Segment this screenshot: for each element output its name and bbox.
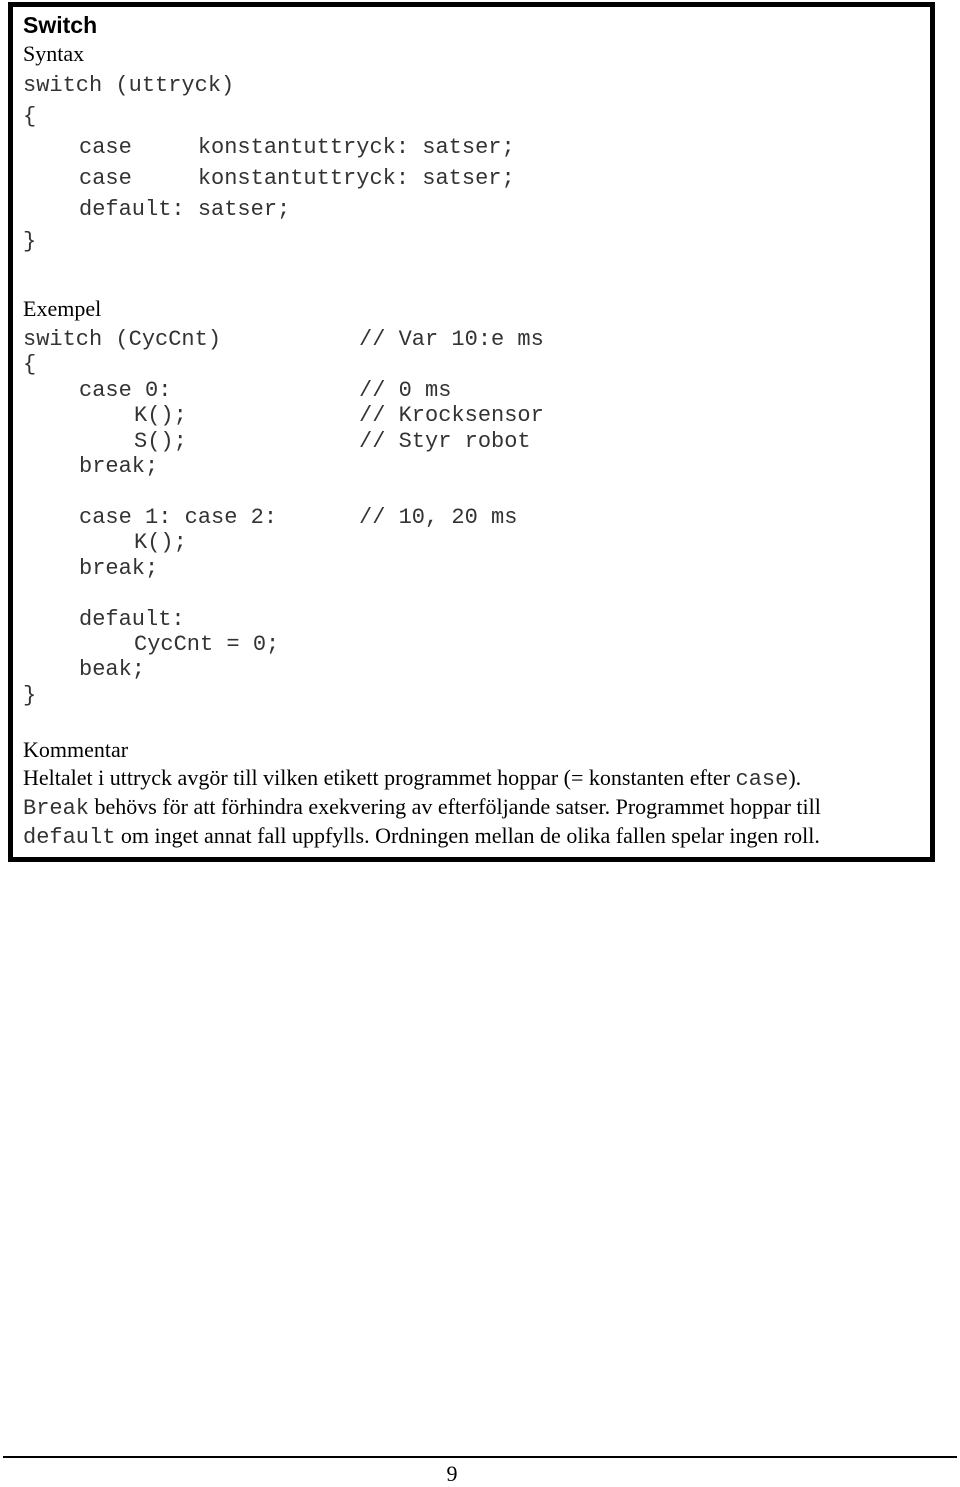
- footer-rule: [3, 1456, 957, 1458]
- inline-code-break: Break: [23, 796, 90, 821]
- comment-paragraph-line: [23, 823, 820, 850]
- code-line: }: [23, 683, 37, 708]
- inline-code-case: case: [735, 767, 789, 792]
- example-heading: Exempel: [23, 296, 102, 321]
- code-line: K();: [134, 530, 187, 555]
- code-line: beak;: [79, 657, 146, 682]
- code-line: case 1: case 2:: [79, 505, 278, 530]
- code-line: {: [23, 352, 37, 377]
- comment-text: om inget annat fall uppfylls. Ordningen mellan de olika fallen spelar ingen roll.: [115, 823, 820, 848]
- comment-heading: Kommentar: [23, 737, 129, 762]
- inline-code-default: default: [23, 825, 116, 850]
- code-comment: // 0 ms: [359, 378, 452, 403]
- code-line: break;: [79, 556, 159, 581]
- code-comment: // Styr robot: [359, 429, 531, 454]
- code-comment: // Krocksensor: [359, 403, 544, 428]
- code-line: S();: [134, 429, 187, 454]
- syntax-line: default: satser;: [79, 197, 291, 222]
- syntax-line: {: [23, 104, 37, 129]
- section-title: Switch: [23, 12, 98, 38]
- page-number: 9: [446, 1461, 458, 1486]
- code-comment: // 10, 20 ms: [359, 505, 518, 530]
- code-line: K();: [134, 403, 187, 428]
- comment-paragraph-line: [23, 765, 801, 792]
- syntax-line: case konstantuttryck: satser;: [79, 166, 515, 191]
- syntax-heading: Syntax: [23, 41, 85, 66]
- syntax-line: switch (uttryck): [23, 73, 235, 98]
- comment-paragraph-line: [23, 794, 821, 821]
- syntax-line: case konstantuttryck: satser;: [79, 135, 515, 160]
- code-line: CycCnt = 0;: [134, 632, 280, 657]
- comment-text: ).: [788, 765, 802, 790]
- code-line: break;: [79, 454, 159, 479]
- comment-text: Heltalet i uttryck avgör till vilken etikett programmet hoppar (= konstanten efter: [23, 765, 736, 790]
- code-comment: // Var 10:e ms: [359, 327, 544, 352]
- code-line: switch (CycCnt): [23, 327, 222, 352]
- syntax-line: }: [23, 229, 37, 254]
- comment-text: behövs för att förhindra exekvering av efterföljande satser. Programmet hoppar till: [89, 794, 821, 819]
- code-line: default:: [79, 607, 185, 632]
- code-line: case 0:: [79, 378, 172, 403]
